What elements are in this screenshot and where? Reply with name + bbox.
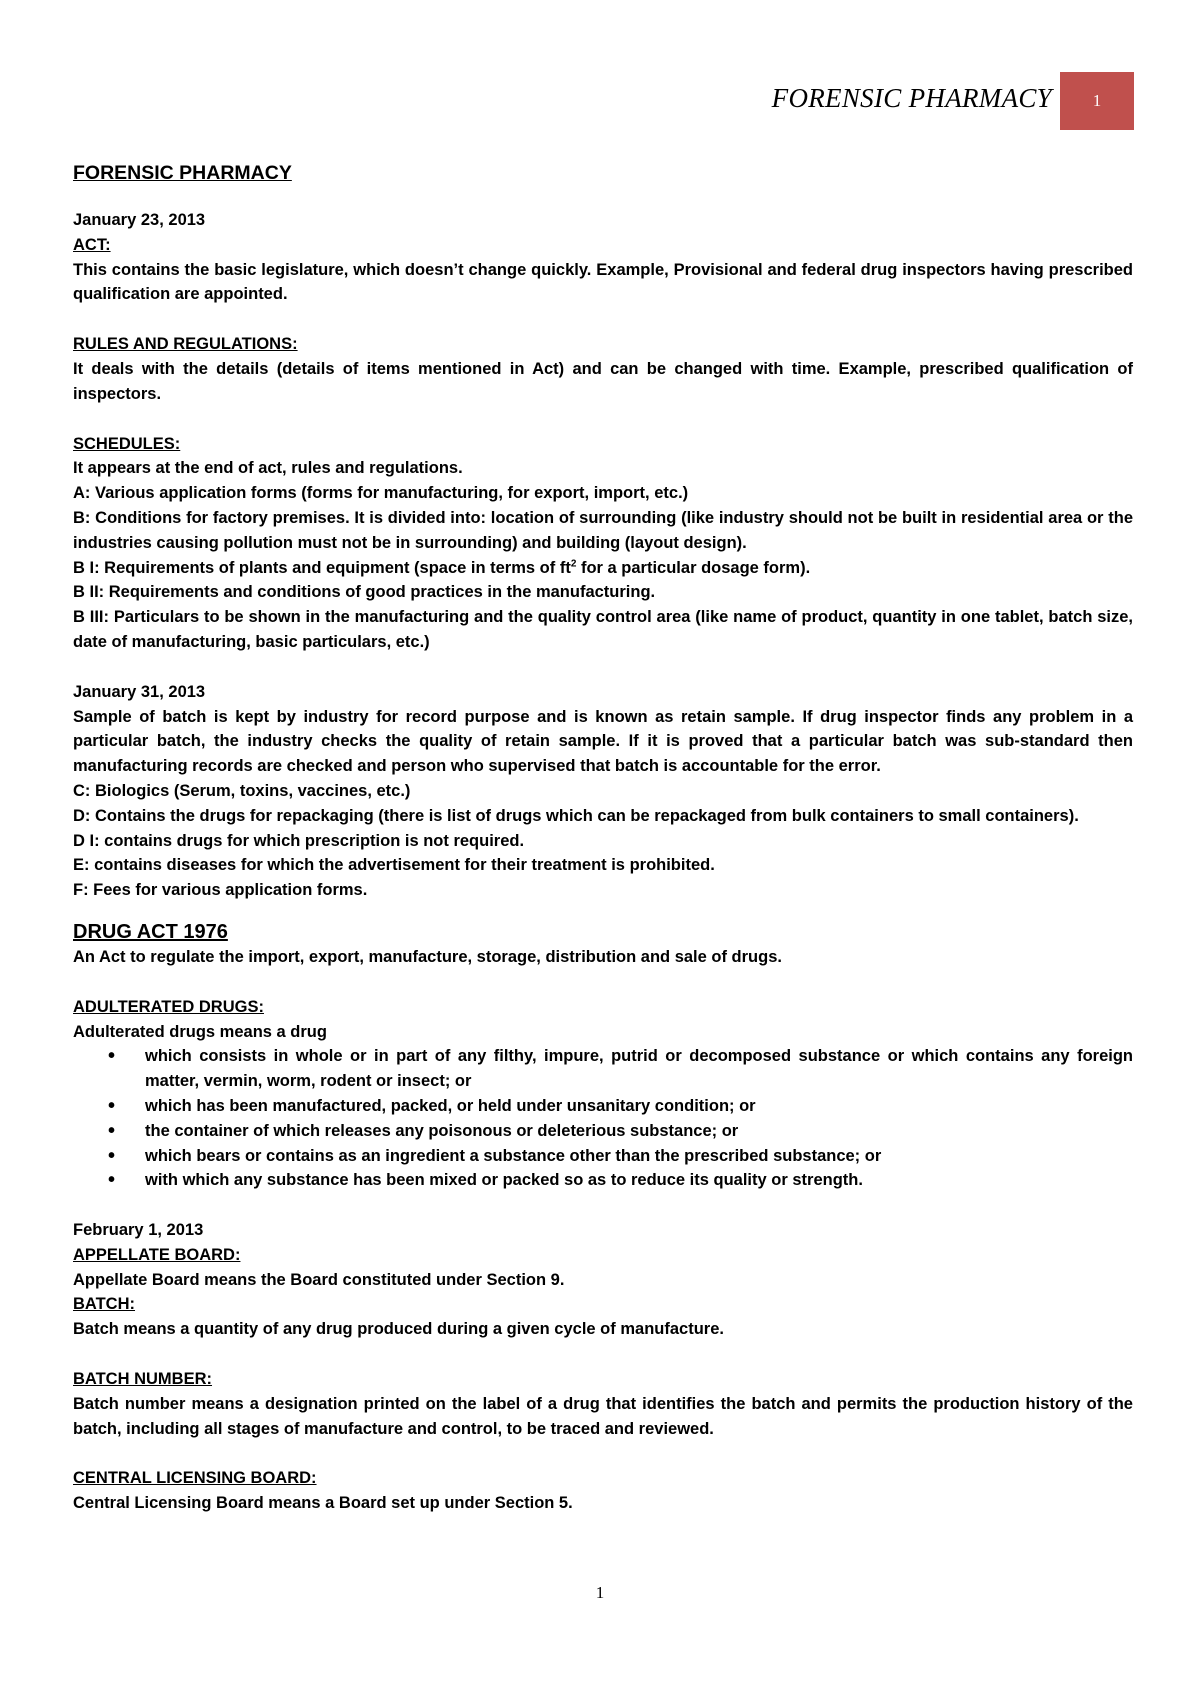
schedule-c: C: Biologics (Serum, toxins, vaccines, etc.) [73, 781, 411, 800]
list-item: • which has been manufactured, packed, or held under unsanitary condition; or [73, 1094, 1133, 1119]
footer-page-number: 1 [595, 1583, 605, 1602]
schedule-d-i: D I: contains drugs for which prescription is not required. [73, 831, 525, 850]
schedule-b-i-text-end: for a particular dosage form). [576, 558, 811, 577]
drug-act-text: An Act to regulate the import, export, manufacture, storage, distribution and sale of drugs. [73, 947, 782, 966]
schedules-intro: It appears at the end of act, rules and regulations. [73, 459, 463, 478]
list-item: • with which any substance has been mixed or packed so as to reduce its quality or strength. [73, 1168, 1133, 1193]
appellate-board-text: Appellate Board means the Board constituted under Section 9. [73, 1270, 565, 1289]
appellate-board-heading: APPELLATE BOARD: [73, 1245, 241, 1264]
document-title: FORENSIC PHARMACY [73, 162, 292, 184]
batch-number-text: Batch number means a designation printed on the label of a drug that identifies the batch and permits the production history of the batch, including all stages of manufacture and control, to be traced and reviewed. [73, 1394, 1133, 1438]
central-licensing-board-heading: CENTRAL LICENSING BOARD: [73, 1469, 317, 1488]
rules-heading: RULES AND REGULATIONS: [73, 335, 298, 354]
adulterated-drugs-list [73, 1044, 1133, 1193]
rules-text: It deals with the details (details of items mentioned in Act) and can be changed with time. Example, prescribed qualification of inspectors. [73, 359, 1133, 403]
act-heading: ACT: [73, 235, 111, 254]
act-text: This contains the basic legislature, which doesn’t change quickly. Example, Provisional and federal drug inspectors having prescribed qualification are appointed. [73, 260, 1133, 304]
document-body [73, 160, 1133, 1516]
schedule-d: D: Contains the drugs for repackaging (there is list of drugs which can be repackaged from bulk containers to small containers). [73, 806, 1079, 825]
schedule-f: F: Fees for various application forms. [73, 881, 368, 900]
schedules-heading: SCHEDULES: [73, 434, 181, 453]
central-licensing-board-text: Central Licensing Board means a Board set up under Section 5. [73, 1494, 573, 1513]
date-jan-23: January 23, 2013 [73, 211, 206, 229]
header-page-number-box: 1 [1060, 72, 1134, 130]
drug-act-heading: DRUG ACT 1976 [73, 920, 228, 943]
batch-number-heading: BATCH NUMBER: [73, 1370, 213, 1389]
schedule-b-i [73, 556, 1133, 581]
schedule-b-ii: B II: Requirements and conditions of good practices in the manufacturing. [73, 583, 656, 602]
adulterated-drugs-intro: Adulterated drugs means a drug [73, 1022, 327, 1041]
schedule-b-iii: B III: Particulars to be shown in the manufacturing and the quality control area (like name of product, quantity in one tablet, batch size, date of manufacturing, basic particulars, etc.) [73, 608, 1133, 651]
superscript-2: 2 [570, 558, 577, 570]
schedule-b-i-text: B I: Requirements of plants and equipment (space in terms of ft [73, 558, 571, 577]
date-feb-1: February 1, 2013 [73, 1221, 204, 1240]
schedule-b: B: Conditions for factory premises. It is divided into: location of surrounding (like industry should not be built in residential area or the industries causing pollution must not be in surrounding) and building (layout design). [73, 508, 1133, 552]
list-item: • the container of which releases any poisonous or deleterious substance; or [73, 1119, 1133, 1144]
retain-sample-text: Sample of batch is kept by industry for record purpose and is known as retain sample. If drug inspector finds any problem in a particular batch, the industry checks the quality of retain sample. If it is proved that a particular batch was sub-standard then manufacturing records are checked and person who supervised that batch is accountable for the error. [73, 707, 1133, 776]
date-jan-31: January 31, 2013 [73, 682, 206, 701]
adulterated-drugs-heading: ADULTERATED DRUGS: [73, 997, 264, 1016]
schedule-e: E: contains diseases for which the advertisement for their treatment is prohibited. [73, 856, 715, 875]
batch-heading: BATCH: [73, 1295, 136, 1314]
running-header-title: FORENSIC PHARMACY [771, 83, 1052, 113]
list-item: • which bears or contains as an ingredient a substance other than the prescribed substance; or [73, 1144, 1133, 1169]
schedule-a: A: Various application forms (forms for manufacturing, for export, import, etc.) [73, 484, 689, 503]
batch-text: Batch means a quantity of any drug produced during a given cycle of manufacture. [73, 1320, 724, 1339]
list-item: • which consists in whole or in part of any filthy, impure, putrid or decomposed substance or which contains any foreign matter, vermin, worm, rodent or insect; or [73, 1044, 1133, 1094]
